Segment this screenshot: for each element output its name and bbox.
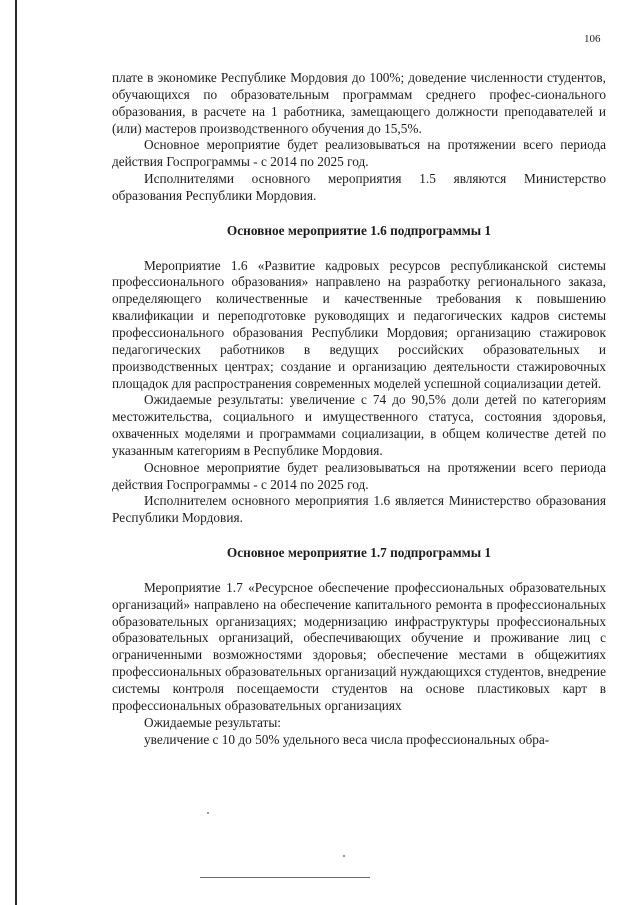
scan-left-edge [15, 0, 17, 905]
paragraph: Мероприятие 1.7 «Ресурсное обеспечение профессиональных образовательных организаций» направлено на обеспечение капитального ремонта в профессиональных образовательных организациях; модернизацию инфраструктуры профессиональных образовательных организаций, обеспечивающих обучение и проживание лиц с ограниченными возможностями здоровья; обеспечение местами в общежитиях профессиональных образовательных организаций нуждающихся студентов, внедрение системы контроля посещаемости студентов на основе пластиковых карт в профессиональных образовательных организациях [112, 579, 606, 713]
paragraph: Мероприятие 1.6 «Развитие кадровых ресурсов республиканской системы профессионального образования» направлено на разработку регионального заказа, определяющего количественные и качественные требования к повышению квалификации и переподготовке руководящих и педагогических кадров системы профессионального образования Республики Мордовия; организацию стажировок педагогических работников в ведущих российских образовательных и производственных центрах; создание и организацию деятельности стажировочных площадок для распространения современных моделей успешной социализации детей. [112, 257, 606, 391]
paragraph: увеличение с 10 до 50% удельного веса числа профессиональных обра- [144, 731, 550, 747]
page-number: 106 [584, 33, 601, 45]
document-body [112, 70, 606, 748]
paragraph: Ожидаемые результаты: увеличение с 74 до 90,5% доли детей по категориям местожительства, социального и имущественного статуса, состояния здоровья, охваченных моделями и программами социализации, в общем количестве детей по указанным категориям в Республике Мордовия. [112, 392, 606, 458]
paragraph: Исполнителем основного мероприятия 1.6 является Министерство образования Республики Мордовия. [112, 493, 606, 526]
paragraph: Основное мероприятие будет реализовываться на протяжении всего периода действия Госпрограммы - с 2014 по 2025 год. [112, 137, 606, 170]
paragraph: плате в экономике Республике Мордовия до 100%; доведение численности студентов, обучающихся по образовательным программам среднего профес-сионального образования, в расчете на 1 работника, замещающего должности преподавателей и (или) мастеров производственного обучения до 15,5%. [112, 70, 606, 136]
paragraph: Основное мероприятие будет реализовываться на протяжении всего периода действия Госпрограммы - с 2014 по 2025 год. [112, 459, 606, 492]
scan-speck [207, 812, 209, 814]
paragraph: Исполнителями основного мероприятия 1.5 являются Министерство образования Республики Мордовия. [112, 171, 606, 203]
paragraph: Ожидаемые результаты: [144, 714, 281, 730]
section-heading: Основное мероприятие 1.6 подпрограммы 1 [226, 222, 492, 238]
section-heading: Основное мероприятие 1.7 подпрограммы 1 [226, 545, 492, 561]
scan-bottom-line [200, 877, 370, 878]
scan-speck [343, 855, 345, 857]
